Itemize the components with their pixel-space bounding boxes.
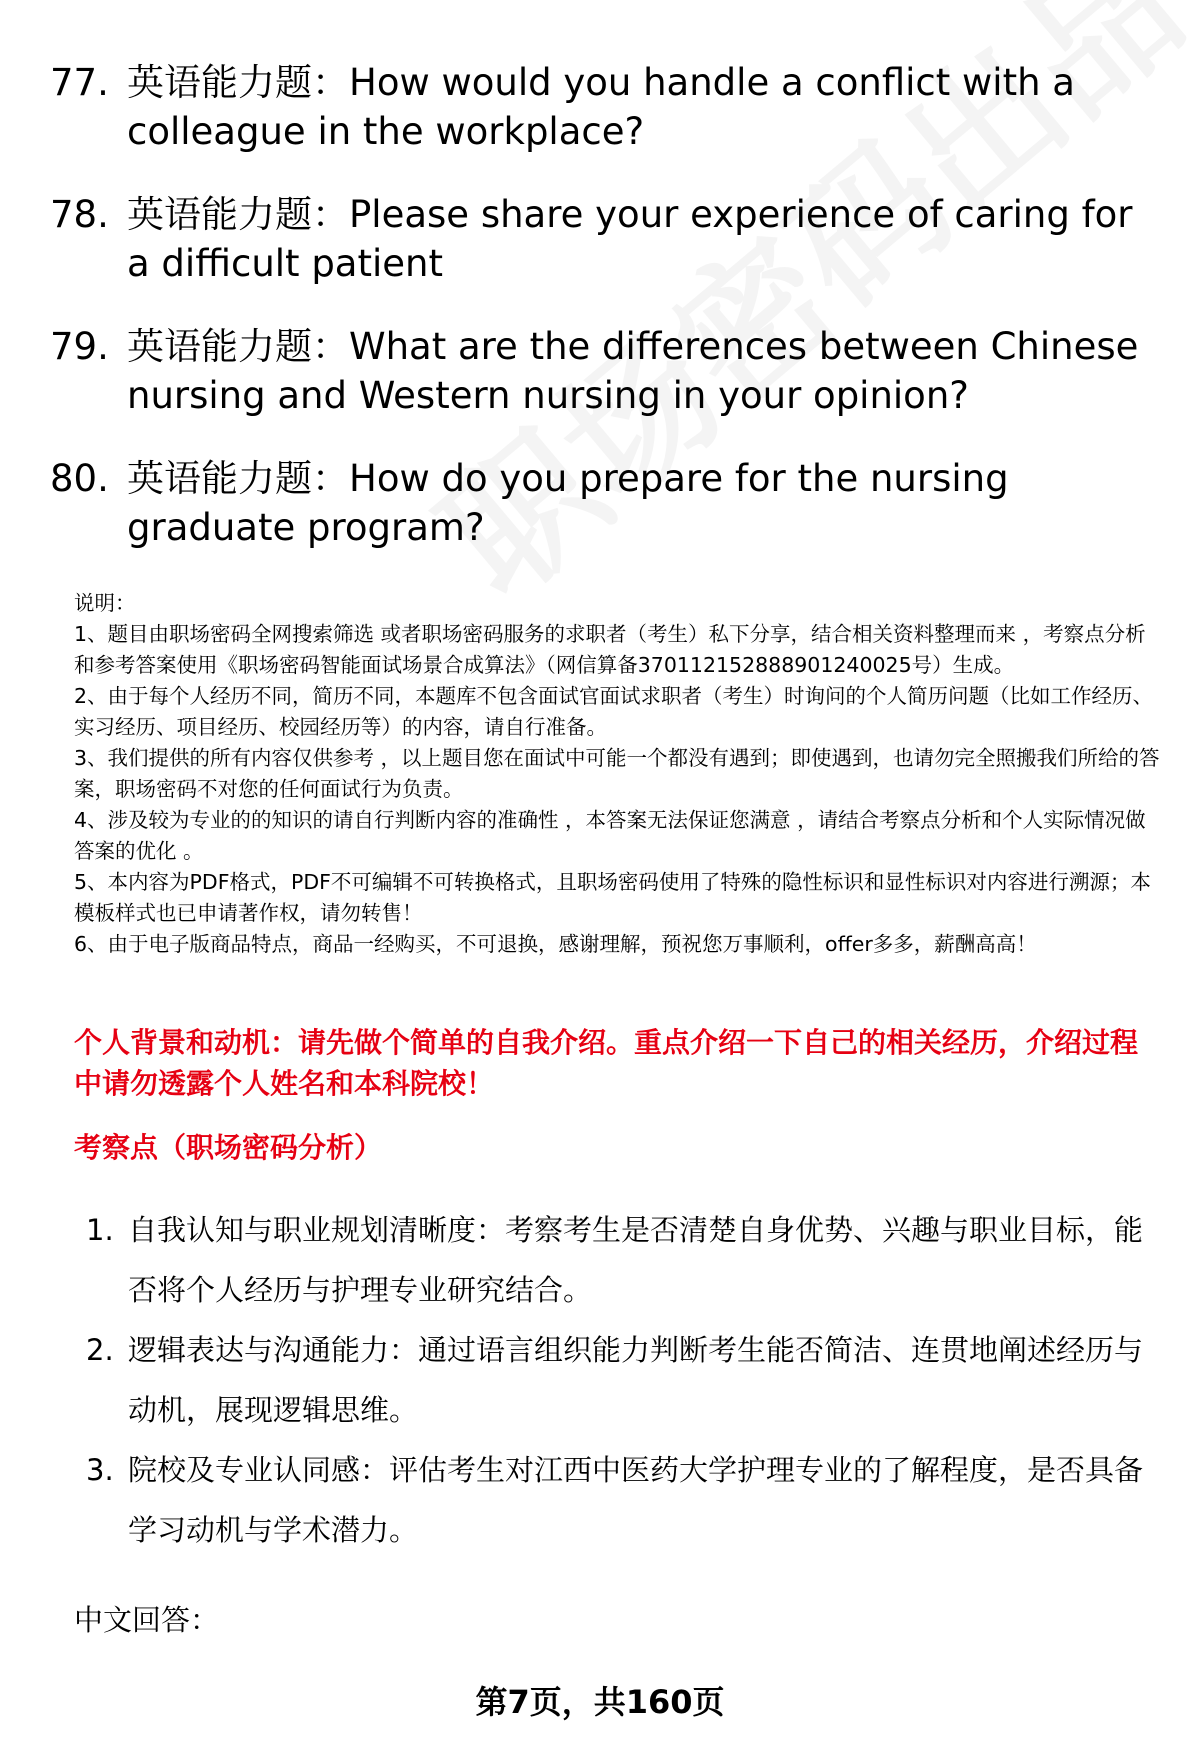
page-footer: 第7页，共160页	[475, 1683, 725, 1721]
notes-title: 说明：	[74, 591, 136, 615]
point-text: 自我认知与职业规划清晰度：考察考生是否清楚自身优势、兴趣与职业目标，能否将个人经历与护理专业研究结合。	[128, 1213, 1144, 1307]
note-item: 5、本内容为PDF格式，PDF不可编辑不可转换格式，且职场密码使用了特殊的隐性标识和显性标识对内容进行溯源；本模板样式也已申请著作权，请勿转售！	[74, 870, 1151, 925]
question-list	[50, 58, 1160, 586]
interview-question-heading: 个人背景和动机：请先做个简单的自我介绍。重点介绍一下自己的相关经历，介绍过程中请勿透露个人姓名和本科院校！	[74, 1026, 1139, 1100]
point-text: 逻辑表达与沟通能力：通过语言组织能力判断考生能否简洁、连贯地阐述经历与动机，展现逻辑思维。	[128, 1333, 1144, 1427]
point-number: 2.	[86, 1333, 114, 1367]
point-number: 1.	[86, 1213, 114, 1247]
question-item	[50, 58, 1160, 156]
question-number: 80.	[50, 457, 109, 500]
note-item: 3、我们提供的所有内容仅供参考 ，以上题目您在面试中可能一个都没有遇到；即使遇到，也请勿完全照搬我们所给的答案，职场密码不对您的任何面试行为负责。	[74, 746, 1160, 801]
analysis-point	[86, 1440, 1160, 1560]
question-text: 英语能力题：Please share your experience of caring for a difficult patient	[127, 193, 1133, 285]
point-number: 3.	[86, 1453, 114, 1487]
analysis-point	[86, 1200, 1160, 1320]
analysis-heading: 考察点（职场密码分析）	[74, 1131, 383, 1164]
question-number: 78.	[50, 193, 109, 236]
question-number: 79.	[50, 325, 109, 368]
note-item: 1、题目由职场密码全网搜索筛选 或者职场密码服务的求职者（考生）私下分享，结合相关资料整理而来 ，考察点分析和参考答案使用《职场密码智能面试场景合成算法》（网信算备370112152888901240025号）生成。	[74, 622, 1146, 677]
question-item	[50, 454, 1160, 552]
note-item: 4、涉及较为专业的的知识的请自行判断内容的准确性 ，本答案无法保证您满意 ，请结合考察点分析和个人实际情况做答案的优化 。	[74, 808, 1146, 863]
question-text: 英语能力题：How do you prepare for the nursing graduate program?	[127, 457, 1009, 549]
analysis-points	[86, 1200, 1160, 1560]
question-item	[50, 190, 1160, 288]
analysis-point	[86, 1320, 1160, 1440]
question-item	[50, 322, 1160, 420]
point-text: 院校及专业认同感：评估考生对江西中医药大学护理专业的了解程度，是否具备学习动机与学术潜力。	[128, 1453, 1144, 1547]
answer-label: 中文回答：	[74, 1603, 220, 1637]
question-number: 77.	[50, 61, 109, 104]
notes-section	[74, 588, 1160, 960]
question-text: 英语能力题：What are the differences between Chinese nursing and Western nursing in your opinion?	[127, 325, 1139, 417]
note-item: 2、由于每个人经历不同，简历不同，本题库不包含面试官面试求职者（考生）时询问的个人简历问题（比如工作经历、实习经历、项目经历、校园经历等）的内容，请自行准备。	[74, 684, 1154, 739]
question-text: 英语能力题：How would you handle a conflict with a colleague in the workplace?	[127, 61, 1075, 153]
note-item: 6、由于电子版商品特点，商品一经购买，不可退换，感谢理解，预祝您万事顺利，offer多多，薪酬高高！	[74, 932, 1037, 956]
